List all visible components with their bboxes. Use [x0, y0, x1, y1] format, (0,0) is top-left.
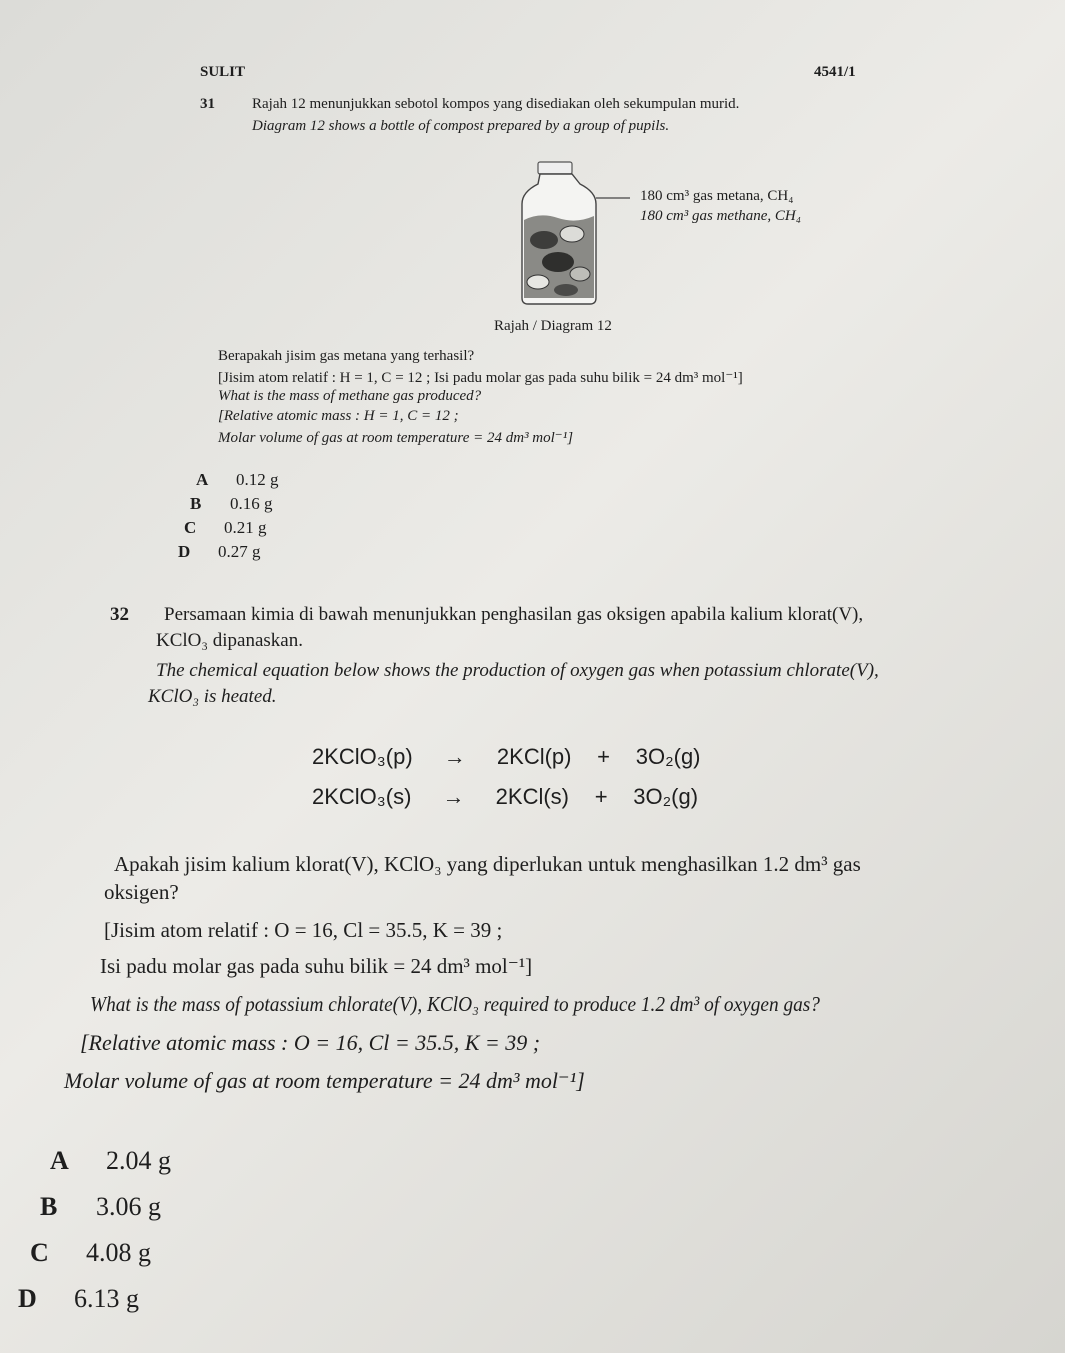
- q32-stem-en-1: The chemical equation below shows the production of oxygen gas when potassium chlorate(V),: [156, 660, 879, 681]
- compost-bottle-diagram: [510, 158, 630, 313]
- q31-stem-ms: Rajah 12 menunjukkan sebotol kompos yang disediakan oleh sekumpulan murid.: [252, 96, 740, 112]
- equation-lhs: 2KClO₃(p): [312, 744, 413, 769]
- equation-rhs1: 2KCl(s): [495, 784, 570, 809]
- q32-option-b[interactable]: [40, 1192, 161, 1222]
- equation-plus: +: [597, 744, 611, 769]
- q32-stem-en-2: KClO₃ is heated.: [148, 686, 277, 707]
- q32-equation-ms: [312, 744, 701, 770]
- bottle-icon: [510, 158, 630, 308]
- q32-option-a[interactable]: [50, 1146, 171, 1176]
- q31-gas-label-ms: 180 cm³ gas metana, CH₄: [640, 188, 794, 204]
- q31-data-ms: [Jisim atom relatif : H = 1, C = 12 ; Isi padu molar gas pada suhu bilik = 24 dm³ mol⁻¹]: [218, 370, 743, 386]
- q31-question-ms: Berapakah jisim gas metana yang terhasil?: [218, 348, 475, 364]
- q31-stem-en: Diagram 12 shows a bottle of compost prepared by a group of pupils.: [252, 118, 670, 134]
- q32-stem-ms-2: KClO₃ dipanaskan.: [156, 630, 303, 651]
- option-letter: B: [40, 1192, 58, 1221]
- q32-number: 32: [110, 604, 129, 625]
- q32-question-ms-1: Apakah jisim kalium klorat(V), KClO₃ yang diperlukan untuk menghasilkan 1.2 dm³ gas: [114, 852, 861, 876]
- equation-rhs2: 3O₂(g): [635, 744, 701, 769]
- option-letter: D: [178, 542, 191, 561]
- q32-data-ms-2: Isi padu molar gas pada suhu bilik = 24 dm³ mol⁻¹]: [100, 954, 533, 978]
- option-text: 0.21 g: [224, 518, 267, 537]
- q31-question-en: What is the mass of methane gas produced?: [218, 388, 482, 404]
- q31-data-en-2: Molar volume of gas at room temperature = 24 dm³ mol⁻¹]: [218, 430, 574, 446]
- option-text: 2.04 g: [106, 1146, 171, 1175]
- q32-question-en: What is the mass of potassium chlorate(V), KClO₃ required to produce 1.2 dm³ of oxygen gas?: [90, 992, 820, 1016]
- header-right: 4541/1: [814, 64, 856, 80]
- equation-lhs: 2KClO₃(s): [312, 784, 412, 809]
- equation-rhs2: 3O₂(g): [633, 784, 699, 809]
- option-letter: B: [190, 494, 202, 513]
- option-text: 0.12 g: [236, 470, 279, 489]
- arrow-icon: →: [442, 784, 465, 809]
- q32-equation-en: [312, 784, 698, 810]
- option-text: 6.13 g: [74, 1284, 139, 1313]
- equation-plus: +: [594, 784, 608, 809]
- arrow-icon: →: [443, 744, 466, 769]
- q31-number: 31: [200, 96, 215, 112]
- header-left: SULIT: [200, 64, 246, 80]
- option-text: 0.27 g: [218, 542, 261, 561]
- option-text: 4.08 g: [86, 1238, 151, 1267]
- option-letter: C: [30, 1238, 49, 1267]
- option-letter: A: [50, 1146, 69, 1175]
- q32-data-ms-1: [Jisim atom relatif : O = 16, Cl = 35.5, K = 39 ;: [104, 918, 503, 942]
- q31-option-b[interactable]: [190, 494, 273, 514]
- equation-rhs1: 2KCl(p): [496, 744, 572, 769]
- option-text: 3.06 g: [96, 1192, 161, 1221]
- q32-question-ms-2: oksigen?: [104, 880, 179, 904]
- q32-option-d[interactable]: [18, 1284, 139, 1314]
- q32-data-en-2: Molar volume of gas at room temperature = 24 dm³ mol⁻¹]: [64, 1068, 585, 1093]
- option-text: 0.16 g: [230, 494, 273, 513]
- option-letter: D: [18, 1284, 37, 1313]
- q31-option-c[interactable]: [184, 518, 267, 538]
- q32-option-c[interactable]: [30, 1238, 151, 1268]
- option-letter: A: [196, 470, 209, 489]
- q31-gas-label-en: 180 cm³ gas methane, CH₄: [640, 208, 801, 224]
- q31-option-d[interactable]: [178, 542, 261, 562]
- q31-diagram-caption: Rajah / Diagram 12: [494, 318, 612, 334]
- q32-data-en-1: [Relative atomic mass : O = 16, Cl = 35.5, K = 39 ;: [80, 1030, 541, 1055]
- q31-data-en-1: [Relative atomic mass : H = 1, C = 12 ;: [218, 408, 459, 424]
- q32-stem-ms-1: Persamaan kimia di bawah menunjukkan penghasilan gas oksigen apabila kalium klorat(V),: [164, 604, 864, 625]
- q31-option-a[interactable]: [196, 470, 279, 490]
- option-letter: C: [184, 518, 197, 537]
